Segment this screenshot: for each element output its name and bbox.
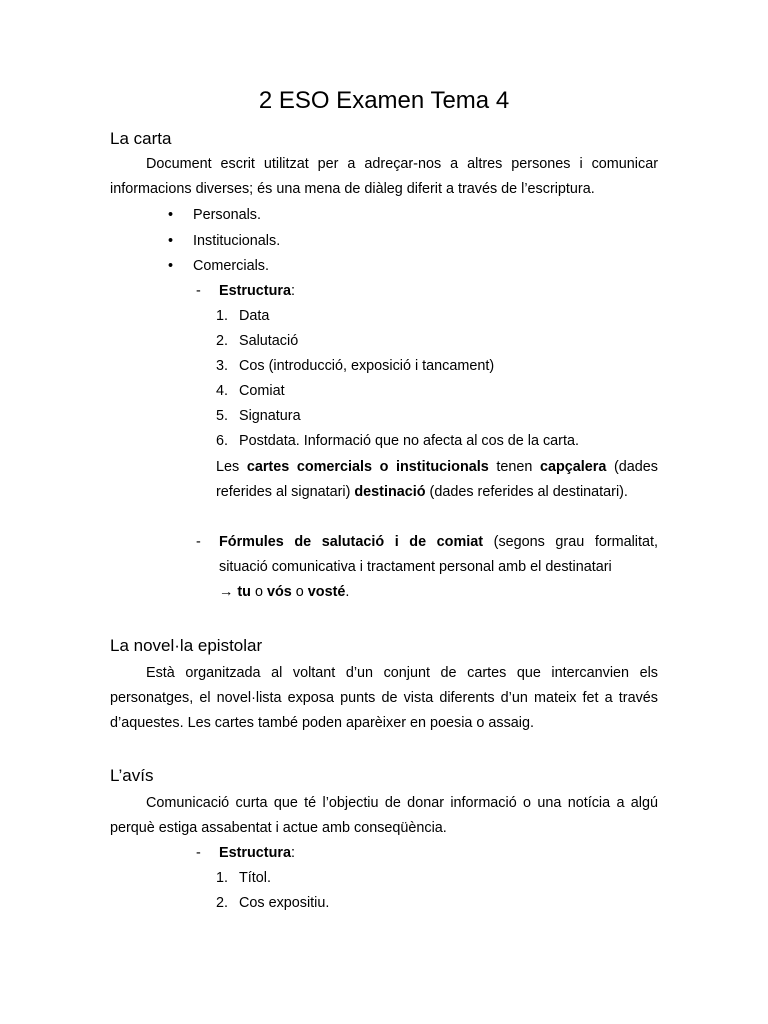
structure-item-signatura: Signatura: [239, 408, 301, 424]
structure-item-data: Data: [239, 308, 270, 324]
avis-paragraph: Comunicació curta que té l’objectiu de donar informació o una notícia a algú perquè estiga assabentat i actue amb conseqüència.: [110, 795, 658, 836]
carta-capcalera-note: [216, 455, 658, 505]
bullet-icon: •: [168, 207, 174, 223]
list-item-comercials: Comercials.: [193, 258, 269, 274]
dash-marker: -: [196, 283, 201, 299]
note-bold: destinació: [354, 484, 426, 500]
list-item-personals: Personals.: [193, 207, 261, 223]
list-number: 5.: [216, 408, 229, 424]
list-number: 2.: [216, 333, 229, 349]
structure-item-titol: Títol.: [239, 870, 271, 886]
bullet-icon: •: [168, 233, 174, 249]
option-tu: tu: [237, 584, 251, 600]
list-number: 1.: [216, 870, 229, 886]
estructura-label-bold: Estructura: [219, 283, 291, 299]
formules-options-line: [219, 580, 658, 605]
section-heading-avis: L’avís: [110, 766, 154, 785]
arrow-right-icon: →: [219, 584, 234, 600]
structure-item-salutacio: Salutació: [239, 333, 299, 349]
note-text: tenen: [488, 459, 540, 475]
note-text: Les: [216, 459, 247, 475]
formules-bold: Fórmules de salutació i de comiat: [219, 534, 484, 550]
note-text: (dades referides al signatari): [216, 459, 659, 500]
estructura-colon: :: [290, 283, 295, 299]
option-sep: o: [250, 584, 267, 600]
option-voste: vosté: [307, 584, 346, 600]
dash-marker: -: [196, 534, 201, 550]
structure-item-postdata: Postdata. Informació que no afecta al cos de la carta.: [239, 433, 579, 449]
list-number: 6.: [216, 433, 229, 449]
section-heading-novella: La novel·la epistolar: [110, 636, 263, 655]
formules-text: (segons grau formalitat, situació comunicativa i tractament personal amb el destinatari: [219, 534, 658, 575]
option-vos: vós: [266, 584, 292, 600]
list-number: 1.: [216, 308, 229, 324]
section-heading-carta: La carta: [110, 129, 172, 148]
note-text: (dades referides al destinatari).: [425, 484, 628, 500]
dash-marker: -: [196, 845, 201, 861]
estructura-colon: :: [290, 845, 295, 861]
list-number: 2.: [216, 895, 229, 911]
note-bold: capçalera: [539, 459, 607, 475]
structure-item-comiat: Comiat: [239, 383, 285, 399]
structure-item-cos: Cos (introducció, exposició i tancament): [239, 358, 495, 374]
bullet-icon: •: [168, 258, 174, 274]
note-bold: cartes comercials o institucionals: [246, 459, 489, 475]
estructura-label-bold: Estructura: [219, 845, 291, 861]
estructura-label: [219, 841, 295, 866]
formules-paragraph: [219, 530, 658, 605]
novella-paragraph: Està organitzada al voltant d’un conjunt de cartes que intercanvien els personatges, el novel·lista exposa punts de vista diferents d’un mateix fet a través d’aquestes. Les cartes també poden aparèixer en poesia o assaig.: [110, 665, 658, 731]
option-sep: o: [291, 584, 308, 600]
list-number: 4.: [216, 383, 229, 399]
carta-intro-paragraph: Document escrit utilitzat per a adreçar-nos a altres persones i comunicar informacions diverses; és una mena de diàleg diferit a través de l’escriptura.: [110, 156, 658, 197]
list-number: 3.: [216, 358, 229, 374]
option-end: .: [345, 584, 350, 600]
estructura-label: [219, 279, 295, 304]
document-title: 2 ESO Examen Tema 4: [258, 87, 510, 114]
document-page: [110, 0, 658, 1024]
list-item-institucionals: Institucionals.: [193, 233, 281, 249]
structure-item-cos-expositiu: Cos expositiu.: [239, 895, 330, 911]
